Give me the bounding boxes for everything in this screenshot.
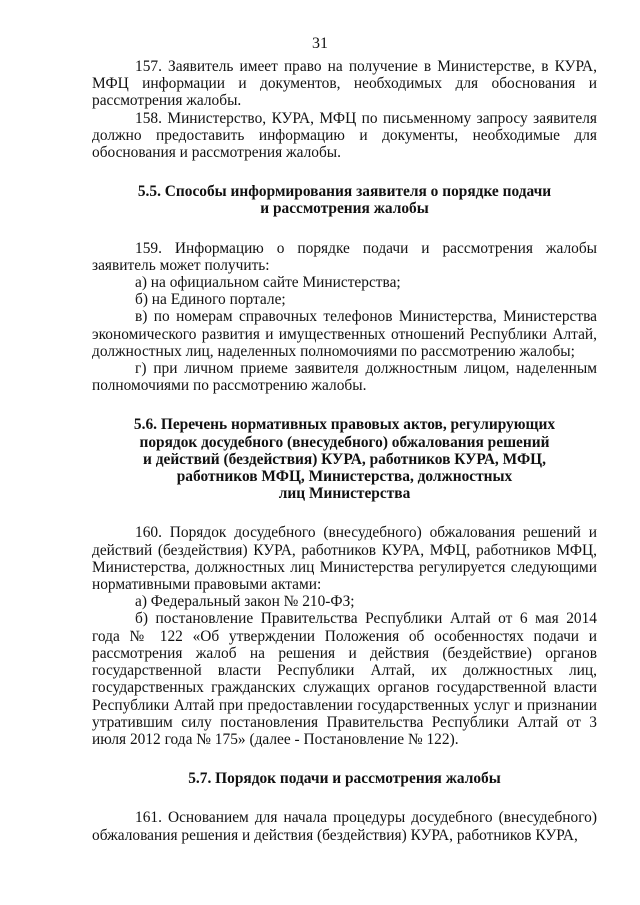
section-heading-5-6 [92,416,597,502]
section-heading-5-7 [92,770,597,787]
page-number: 31 [312,35,328,52]
heading-line: и действий (бездействия) КУРА, работников КУРА, МФЦ, [142,450,546,468]
section-heading-5-5 [92,183,597,217]
list-item-b-resolution: б) постановление Правительства Республики Алтай от 6 мая 2014 года № 122 «Об утверждении Положения об особенностях подачи и рассмотрения жалоб на решения и действия (бездействие) органов государственной власти Республики Алтай, их должностных лиц, государственных гражданских служащих органов государственной власти Республики Алтай при предоставлении государственных услуг и признании утратившим силу постановления Правительства Республики Алтай от 3 июля 2012 года № 175» (далее - Постановление № 122). [92,610,597,748]
paragraph-161: 161. Основанием для начала процедуры досудебного (внесудебного) обжалования решения и действия (бездействия) КУРА, работников КУРА, [92,809,597,844]
heading-line: работников МФЦ, Министерства, должностных [176,468,513,486]
paragraph-159: 159. Информацию о порядке подачи и рассмотрения жалобы заявитель может получить: [92,239,597,274]
list-item-a: а) на официальном сайте Министерства; [135,274,401,292]
heading-line: 5.5. Способы информирования заявителя о порядке подачи [137,183,552,201]
list-item-g: г) при личном приеме заявителя должностным лицом, наделенным полномочиями по рассмотрению жалобы. [92,360,597,395]
heading-line: и рассмотрения жалобы [260,200,429,218]
heading-line: 5.7. Порядок подачи и рассмотрения жалобы [188,770,501,788]
list-item-a-law: а) Федеральный закон № 210-ФЗ; [135,593,355,611]
heading-line: порядок досудебного (внесудебного) обжалования решений [139,433,550,451]
list-item-b: б) на Единого портале; [135,291,286,309]
heading-line: лиц Министерства [278,485,411,503]
paragraph-157: 157. Заявитель имеет право на получение в Министерстве, в КУРА, МФЦ информации и документов, необходимых для обоснования и рассмотрения жалобы. [92,58,597,110]
document-body [92,58,597,844]
heading-line: 5.6. Перечень нормативных правовых актов, регулирующих [133,416,556,434]
paragraph-158: 158. Министерство, КУРА, МФЦ по письменному запросу заявителя должно предоставить информацию и документы, необходимые для обоснования и рассмотрения жалобы. [92,109,597,162]
list-item-v: в) по номерам справочных телефонов Министерства, Министерства экономического развития и имущественных отношений Республики Алтай, должностных лиц, наделенных полномочиями по рассмотрению жалобы; [92,308,597,360]
paragraph-160: 160. Порядок досудебного (внесудебного) обжалования решений и действий (бездействия) КУРА, работников КУРА, МФЦ, работников МФЦ, Министерства, должностных лиц Министерства регулируется следующими нормативными правовыми актами: [92,524,597,594]
